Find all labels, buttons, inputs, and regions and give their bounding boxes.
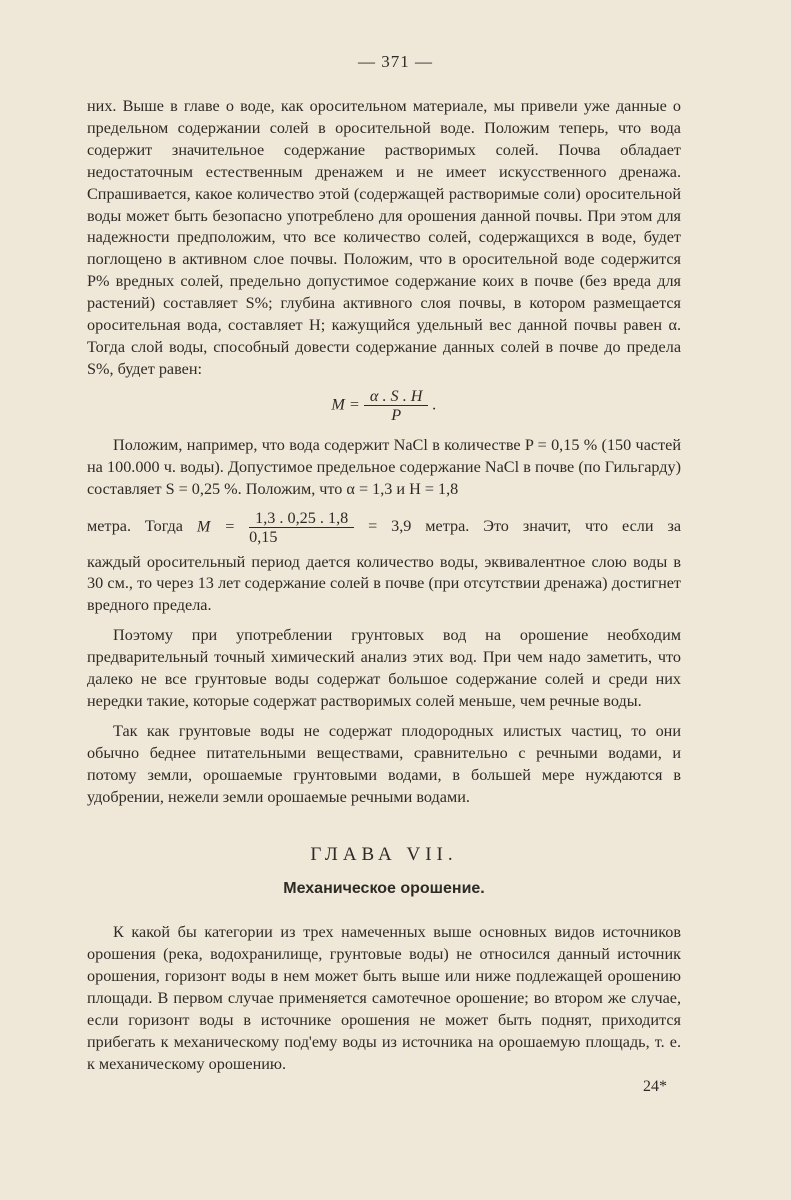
formula-lhs: M =: [331, 395, 360, 414]
paragraph-1: них. Выше в главе о воде, как оросительном материале, мы привели уже данные о предельном содержании солей в оросительной воде. Положим теперь, что вода содержит значительное содержание растворимых солей. Почва обладает недостаточным естественным дренажем и не имеет искусственного дренажа. Спрашивается, какое количество этой (содержащей растворимые соли) оросительной воды может быть безопасно употреблено для орошения данной почвы. При этом для надежности предположим, что все количество солей, содержащихся в воде, будет поглощено в активном слое почвы. Положим, что в оросительной воде содержится P% вредных солей, предельно допустимое содержание коих в почве (без вреда для растений) составляет S%; глубина активного слоя почвы, в котором размещается оросительная вода, составляет H; кажущийся удельный вес данной почвы равен α. Тогда слой воды, способный довести содержание данных солей в почве до предела S%, будет равен:: [87, 97, 681, 378]
formula-slab-thickness: [87, 387, 681, 427]
calculation-line: [87, 509, 681, 546]
chapter-heading: ГЛАВА VII.: [310, 844, 458, 866]
calc-result: = 3,9 метра.: [368, 516, 470, 535]
calc-suffix: Это значит, что если за: [483, 516, 682, 535]
paragraph-2: Положим, например, что вода содержит NaCl в количестве P = 0,15 % (150 частей на 100.000 ч. воды). Допустимое предельное содержание NaCl в почве (по Гильгарду) составляет S = 0,25 %. Положим, что α = 1,3 и H = 1,8: [87, 435, 681, 498]
paragraph-4: Поэтому при употреблении грунтовых вод на орошение необходим предварительный точный химический анализ этих вод. При чем надо заметить, что далеко не все грунтовые воды содержат большое содержание солей и среди них нередки такие, которые содержат растворимых солей меньше, чем речные воды.: [87, 626, 681, 710]
calc-denominator: 0,15: [249, 527, 278, 546]
page-number: — 371 —: [358, 52, 433, 71]
body-text: [87, 96, 681, 1076]
formula-numerator: α . S . H: [364, 387, 429, 406]
formula-denominator: P: [391, 405, 402, 424]
formula-fraction: [364, 387, 429, 424]
calc-lhs: M =: [196, 517, 236, 536]
chapter-subtitle: Механическое орошение.: [283, 880, 485, 898]
paragraph-5: Так как грунтовые воды не содержат плодородных илистых частиц, то они обычно беднее питательными веществами, сравнительно с речными водами, и потому земли, орошаемые грунтовыми водами, в большей мере нуждаются в удобрении, нежели земли орошаемые речными водами.: [87, 721, 681, 806]
calc-numerator: 1,3 . 0,25 . 1,8: [249, 509, 354, 528]
printer-signature: 24*: [643, 1078, 667, 1095]
paragraph-3: каждый оросительный период дается количество воды, эквивалентное слою воды в 30 см., то через 13 лет содержание солей в почве (при отсутствии дренажа) достигнет вредного предела.: [87, 552, 681, 615]
paragraph-6: К какой бы категории из трех намеченных выше основных видов источников орошения (река, водохранилище, грунтовые воды) не относился данный источник орошения, горизонт воды в нем может быть выше или ниже подлежащей орошению площади. В первом случае применяется самотечное орошение; во втором же случае, если горизонт воды в источнике орошения не может быть поднят, приходится прибегать к механическому под'ему воды из источника на орошаемую площадь, т. е. к механическому орошению.: [87, 923, 681, 1073]
calc-prefix: метра. Тогда: [87, 516, 183, 535]
calc-fraction: [249, 509, 354, 546]
formula-tail: .: [432, 395, 437, 414]
